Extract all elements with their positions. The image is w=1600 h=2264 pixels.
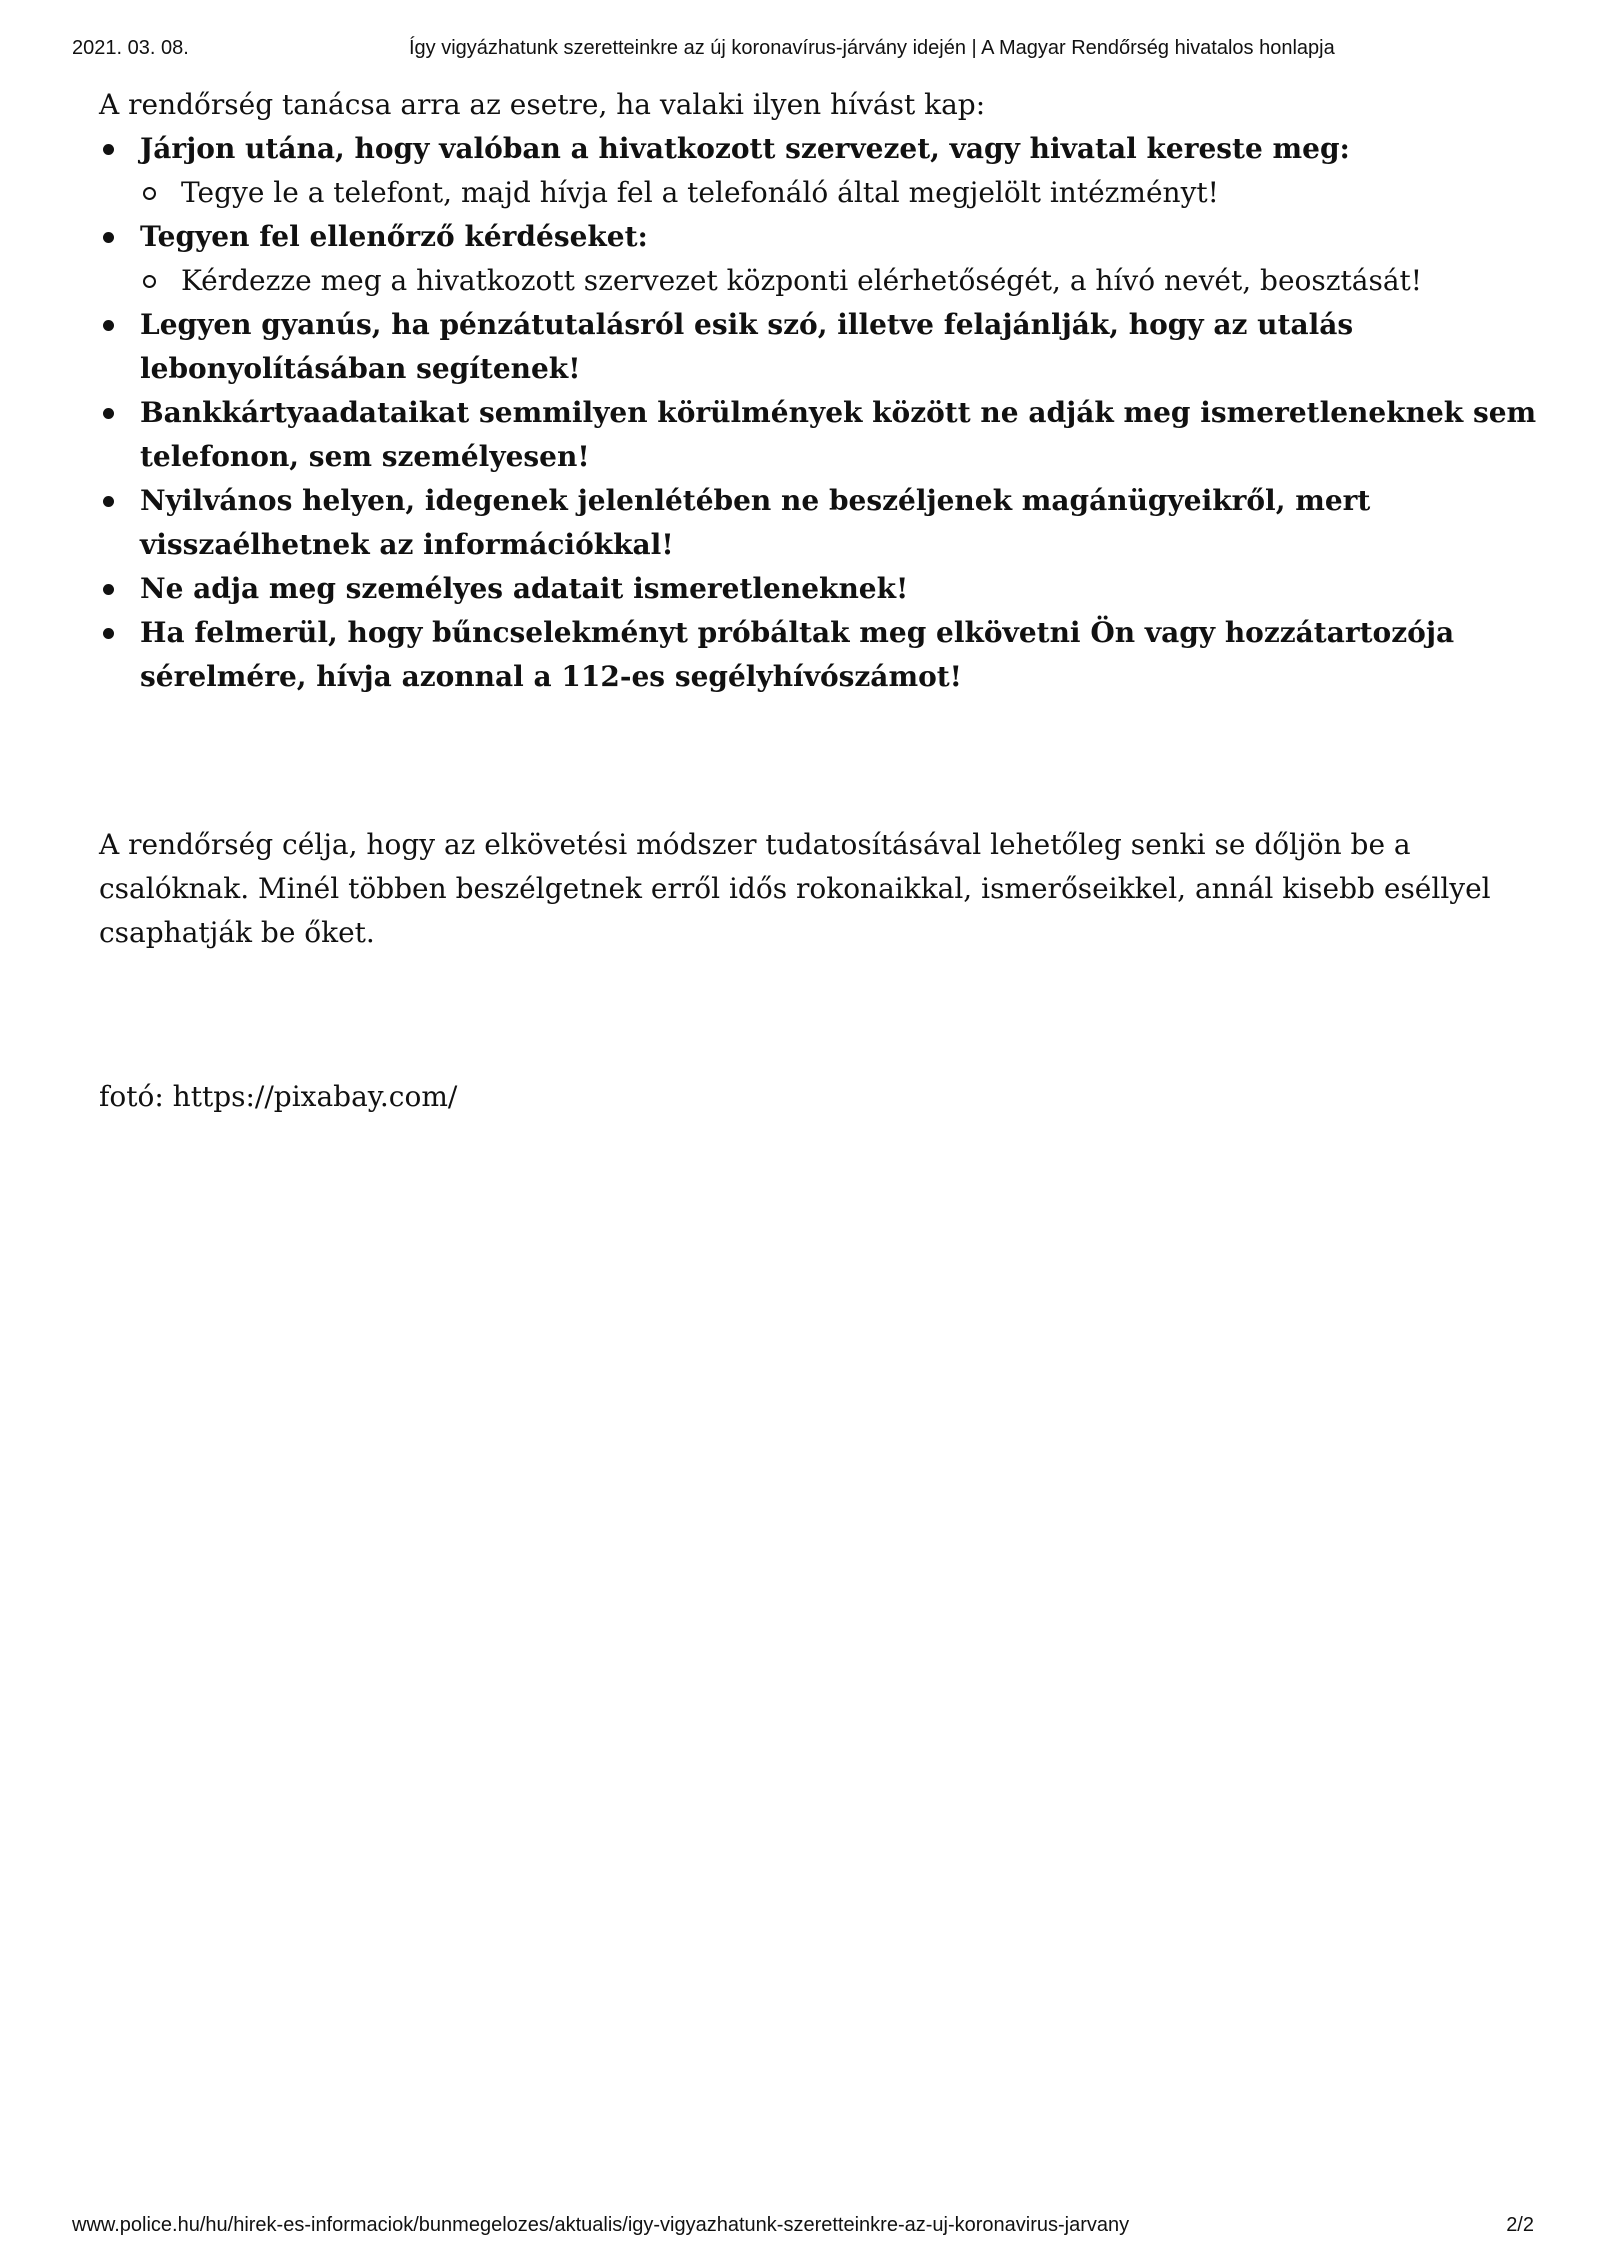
list-item-text: Bankkártyaadataikat semmilyen körülmények között ne adják meg ismeretleneknek sem telefonon, sem személyesen!: [140, 396, 1537, 473]
bullet-icon: [103, 144, 114, 155]
sub-list: [140, 259, 1539, 303]
page-url: www.police.hu/hu/hirek-es-informaciok/bunmegelozes/aktualis/igy-vigyazhatunk-szeretteinkre-az-uj-koronavirus-jarvany: [72, 2214, 1130, 2236]
list-item-text: Járjon utána, hogy valóban a hivatkozott szervezet, vagy hivatal kereste meg:: [140, 132, 1350, 165]
photo-credit: fotó: https://pixabay.com/: [99, 1080, 458, 1113]
advice-list: [99, 127, 1539, 699]
list-item-text: Ne adja meg személyes adatait ismeretleneknek!: [140, 572, 909, 605]
list-item: [99, 479, 1539, 567]
list-item: [99, 303, 1539, 391]
page-number: 2/2: [1506, 2214, 1534, 2236]
list-item: [99, 391, 1539, 479]
print-date: 2021. 03. 08.: [72, 37, 189, 59]
bullet-icon: [103, 408, 114, 419]
bullet-icon: [103, 496, 114, 507]
list-item: [99, 215, 1539, 303]
list-item: [99, 127, 1539, 215]
sub-list-item: [140, 171, 1539, 215]
bullet-icon: [103, 232, 114, 243]
list-item: [99, 567, 1539, 611]
article-body: [99, 83, 1539, 699]
sub-list: [140, 171, 1539, 215]
print-footer: [0, 2214, 1600, 2244]
intro-paragraph: A rendőrség tanácsa arra az esetre, ha valaki ilyen hívást kap:: [99, 88, 986, 121]
bullet-icon: [103, 584, 114, 595]
list-item-text: Tegyen fel ellenőrző kérdéseket:: [140, 220, 648, 253]
closing-paragraph: A rendőrség célja, hogy az elkövetési módszer tudatosításával lehetőleg senki se dőljön be a csalóknak. Minél többen beszélgetnek erről idős rokonaikkal, ismerőseikkel, annál kisebb eséllyel csaphatják be őket.: [99, 828, 1491, 949]
list-item: [99, 611, 1539, 699]
page-title: Így vigyázhatunk szeretteinkre az új koronavírus-járvány idején | A Magyar Rendőrség hivatalos honlapja: [409, 37, 1335, 59]
list-item-text: Ha felmerül, hogy bűncselekményt próbáltak meg elkövetni Ön vagy hozzátartozója sérelmére, hívja azonnal a 112-es segélyhívószámot!: [140, 616, 1455, 693]
list-item-text: Nyilvános helyen, idegenek jelenlétében ne beszéljenek magánügyeikről, mert visszaélhetnek az információkkal!: [140, 484, 1371, 561]
sub-list-item-text: Tegye le a telefont, majd hívja fel a telefonáló által megjelölt intézményt!: [181, 176, 1219, 209]
circle-bullet-icon: [143, 275, 156, 288]
sub-list-item-text: Kérdezze meg a hivatkozott szervezet központi elérhetőségét, a hívó nevét, beosztását!: [181, 264, 1423, 297]
sub-list-item: [140, 259, 1539, 303]
bullet-icon: [103, 628, 114, 639]
bullet-icon: [103, 320, 114, 331]
print-header: [0, 37, 1600, 67]
circle-bullet-icon: [143, 187, 156, 200]
list-item-text: Legyen gyanús, ha pénzátutalásról esik szó, illetve felajánlják, hogy az utalás lebonyolításában segítenek!: [140, 308, 1354, 385]
